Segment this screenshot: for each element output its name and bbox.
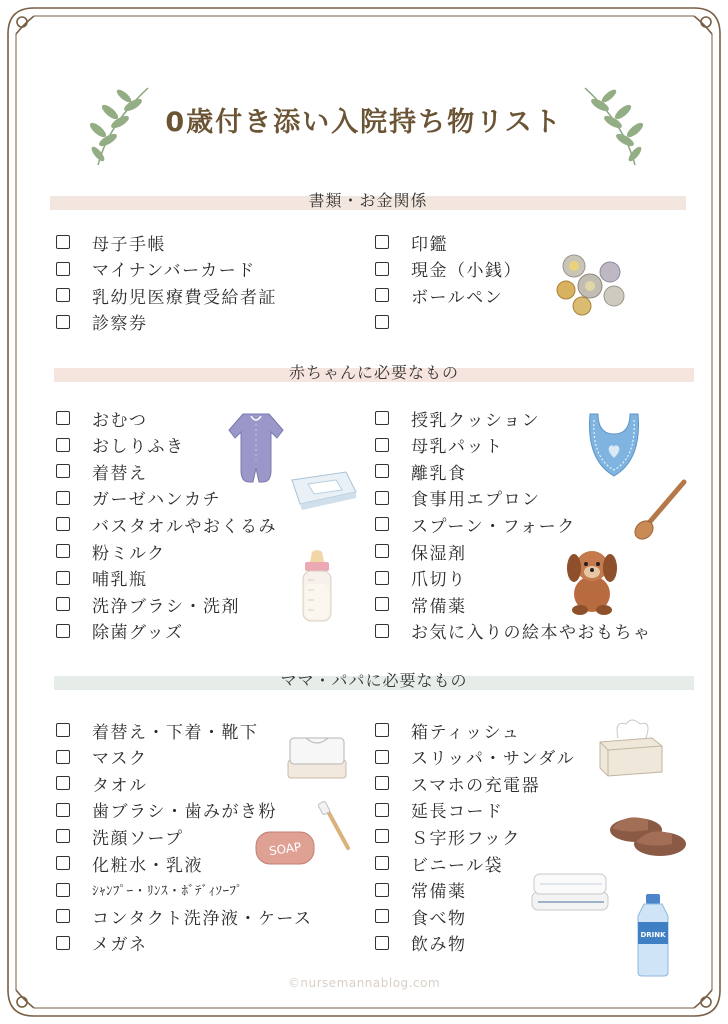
checkbox[interactable]: [56, 438, 70, 452]
item-label: スリッパ・サンダル: [411, 749, 576, 770]
item-label: ビニール袋: [411, 855, 504, 876]
item-label: 着替え: [92, 463, 148, 484]
item-label: 歯ブラシ・歯みがき粉: [92, 802, 277, 823]
checklist-item[interactable]: [375, 283, 503, 307]
item-label: ｼｬﾝﾌﾟｰ・ﾘﾝｽ・ﾎﾞﾃﾞｨｿｰﾌﾟ: [92, 884, 244, 900]
checkbox[interactable]: [375, 235, 389, 249]
slippers-icon: [606, 800, 690, 860]
item-label: ガーゼハンカチ: [92, 490, 222, 511]
checkbox[interactable]: [56, 597, 70, 611]
checkbox[interactable]: [375, 624, 389, 638]
checkbox[interactable]: [375, 262, 389, 276]
coins-icon: [552, 250, 632, 316]
item-label: 離乳食: [411, 463, 467, 484]
item-label: 授乳クッション: [411, 410, 541, 431]
item-label: 食事用エプロン: [411, 490, 541, 511]
checklist-item[interactable]: [56, 592, 240, 616]
checklist-item[interactable]: [56, 230, 166, 254]
checklist-item[interactable]: [56, 851, 203, 875]
item-label: 飲み物: [411, 935, 467, 956]
item-label: 診察券: [92, 314, 148, 335]
checklist-item[interactable]: [56, 459, 148, 483]
checklist-item[interactable]: [375, 512, 576, 536]
checkbox[interactable]: [375, 803, 389, 817]
checklist-item[interactable]: [375, 718, 520, 742]
checklist-item[interactable]: [375, 619, 652, 643]
checkbox[interactable]: [56, 909, 70, 923]
checkbox[interactable]: [375, 936, 389, 950]
item-label: スマホの充電器: [411, 775, 541, 796]
checklist-item[interactable]: [375, 486, 541, 510]
checklist-item[interactable]: [375, 745, 575, 769]
folded-clothes-icon: [282, 730, 352, 782]
checkbox[interactable]: [375, 411, 389, 425]
item-label: 保湿剤: [411, 543, 467, 564]
tissue-box-icon: [596, 716, 666, 778]
checkbox[interactable]: [56, 315, 70, 329]
item-label: おむつ: [92, 410, 148, 431]
wet-wipes-icon: [286, 468, 358, 510]
checkbox[interactable]: [375, 776, 389, 790]
item-label: マスク: [92, 749, 148, 770]
checkbox[interactable]: [375, 315, 389, 329]
checkbox[interactable]: [375, 517, 389, 531]
item-label: 食べ物: [411, 908, 467, 929]
plush-dog-icon: [560, 540, 622, 616]
checklist-item[interactable]: [375, 257, 522, 281]
checklist-item[interactable]: [375, 459, 467, 483]
water-bottle-icon: [630, 892, 676, 978]
checkbox[interactable]: [56, 571, 70, 585]
checkbox[interactable]: [56, 464, 70, 478]
checkbox[interactable]: [56, 723, 70, 737]
checkbox[interactable]: [56, 883, 70, 897]
svg-text:DRINK: DRINK: [640, 931, 666, 939]
checklist-item[interactable]: [56, 931, 148, 955]
checklist-item[interactable]: [56, 406, 148, 430]
checkbox[interactable]: [375, 438, 389, 452]
checklist-item[interactable]: [375, 824, 521, 848]
checkbox[interactable]: [375, 829, 389, 843]
checklist-item[interactable]: [56, 718, 259, 742]
checklist-item[interactable]: [56, 512, 277, 536]
watermark: ©nursemannablog.com: [287, 976, 441, 990]
checklist-item[interactable]: [375, 878, 467, 902]
item-label: 延長コード: [411, 802, 504, 823]
checkbox[interactable]: [56, 624, 70, 638]
item-label: コンタクト洗浄液・ケース: [92, 908, 313, 929]
item-label: 箱ティッシュ: [411, 722, 521, 743]
svg-text:SOAP: SOAP: [268, 839, 303, 859]
item-label: スプーン・フォーク: [411, 516, 576, 537]
item-label: 洗顔ソープ: [92, 828, 184, 849]
checkbox[interactable]: [56, 829, 70, 843]
item-label: ボールペン: [411, 287, 504, 308]
item-label: Ｓ字形フック: [411, 828, 521, 849]
checklist-item[interactable]: [56, 904, 312, 928]
checkbox[interactable]: [56, 750, 70, 764]
item-label: タオル: [92, 775, 148, 796]
towels-icon: [528, 862, 612, 914]
section-heading-parents: ママ・パパに必要なもの: [54, 672, 694, 688]
checklist-item[interactable]: [56, 798, 277, 822]
item-label: 粉ミルク: [92, 543, 166, 564]
item-label: 母乳パット: [411, 437, 504, 458]
checkbox[interactable]: [56, 803, 70, 817]
checkbox[interactable]: [56, 411, 70, 425]
checkbox[interactable]: [56, 288, 70, 302]
checkbox[interactable]: [375, 288, 389, 302]
checkbox[interactable]: [375, 909, 389, 923]
checklist-item[interactable]: [375, 798, 504, 822]
item-label: 洗浄ブラシ・洗剤: [92, 596, 240, 617]
item-label: 爪切り: [411, 570, 467, 591]
checklist-item[interactable]: [56, 486, 221, 510]
checkbox[interactable]: [375, 464, 389, 478]
item-label: 常備薬: [411, 596, 467, 617]
checklist-item[interactable]: [56, 745, 148, 769]
checklist-item[interactable]: [375, 230, 448, 254]
checklist-item[interactable]: [375, 771, 540, 795]
checklist-item[interactable]: [56, 283, 277, 307]
checklist-item[interactable]: [375, 851, 503, 875]
toothbrush-icon: [318, 800, 354, 852]
checklist-item[interactable]: [56, 257, 256, 281]
checkbox[interactable]: [375, 750, 389, 764]
checklist-item[interactable]: [56, 539, 166, 563]
checklist-item[interactable]: [375, 592, 467, 616]
checkbox[interactable]: [56, 776, 70, 790]
checkbox[interactable]: [56, 262, 70, 276]
item-label: 除菌グッズ: [92, 623, 184, 644]
baby-romper-icon: [225, 410, 287, 486]
checkbox[interactable]: [56, 856, 70, 870]
checklist-item[interactable]: [375, 931, 467, 955]
soap-icon: [252, 826, 318, 870]
baby-bottle-icon: [294, 550, 340, 624]
item-label: お気に入りの絵本やおもちゃ: [411, 623, 652, 644]
checklist-item[interactable]: [56, 824, 184, 848]
item-label: 乳幼児医療費受給者証: [92, 287, 277, 308]
item-label: 母子手帳: [92, 234, 166, 255]
section-heading-baby: 赤ちゃんに必要なもの: [54, 364, 694, 380]
checkbox[interactable]: [56, 544, 70, 558]
checkbox[interactable]: [375, 856, 389, 870]
item-label: おしりふき: [92, 437, 185, 458]
checkbox[interactable]: [375, 723, 389, 737]
item-label: メガネ: [92, 935, 148, 956]
checklist-item[interactable]: [56, 878, 243, 902]
wooden-spoon-icon: [630, 478, 690, 542]
checklist-item[interactable]: [56, 310, 148, 334]
checkbox[interactable]: [56, 936, 70, 950]
section-heading-documents: 書類・お金関係: [50, 192, 686, 208]
checkbox[interactable]: [375, 597, 389, 611]
checklist-item[interactable]: [375, 406, 540, 430]
page-title: 0歳付き添い入院持ち物リスト: [165, 107, 563, 138]
checkbox[interactable]: [375, 544, 389, 558]
checklist-item[interactable]: [56, 619, 184, 643]
checkbox[interactable]: [56, 491, 70, 505]
checklist-item[interactable]: [375, 904, 467, 928]
item-label: 化粧水・乳液: [92, 855, 203, 876]
item-label: バスタオルやおくるみ: [92, 516, 277, 537]
checkbox[interactable]: [375, 883, 389, 897]
item-label: 哺乳瓶: [92, 570, 148, 591]
checklist-item[interactable]: [56, 433, 185, 457]
checklist-item[interactable]: [375, 539, 467, 563]
item-label: 着替え・下着・靴下: [92, 722, 259, 743]
checkbox[interactable]: [375, 571, 389, 585]
bib-icon: [582, 410, 646, 480]
checklist-item[interactable]: [56, 771, 148, 795]
checkbox[interactable]: [56, 517, 70, 531]
checkbox[interactable]: [375, 491, 389, 505]
checklist-item[interactable]: [375, 566, 467, 590]
item-label: マイナンバーカード: [92, 261, 256, 282]
checklist-item[interactable]: [375, 433, 504, 457]
checklist-item[interactable]: [56, 566, 148, 590]
item-label: 印鑑: [411, 234, 448, 255]
checkbox[interactable]: [56, 235, 70, 249]
item-label: 常備薬: [411, 882, 467, 903]
item-label: 現金（小銭）: [411, 261, 522, 282]
checklist-item[interactable]: [375, 310, 411, 334]
